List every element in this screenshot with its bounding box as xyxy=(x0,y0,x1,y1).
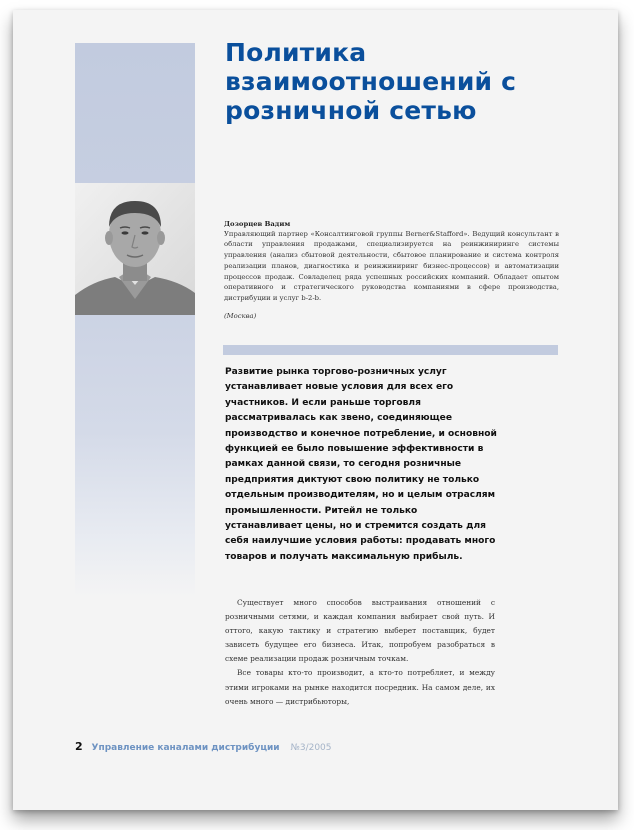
issue-number: №3/2005 xyxy=(290,743,332,753)
body-paragraph: Все товары кто-то производит, а кто-то потребляет, и между этими игроками на рынке находится посредник. На самом деле, их очень много — дистрибьюторы, xyxy=(225,668,495,706)
author-bio: Управляющий партнер «Консалтинговой группы Berner&Stafford». Ведущий консультант в области управления продажами, специализируется на реинжиниринге системы управления (анализ сбытовой деятельности, сбытовое планирование и система контроля реализации планов, диагностика и реинжиниринг бизнес-процессов) и автоматизации процессов продаж. Совладелец ряда успешных российских компаний. Обладает опытом оперативного и стратегического руководства компаниями в сфере производства, дистрибуции и услуг b-2-b. xyxy=(224,229,559,303)
author-photo xyxy=(75,183,195,315)
article-title: Политика взаимоотношений с розничной сетью xyxy=(225,38,517,125)
body-paragraph: Существует много способов выстраивания отношений с розничными сетями, и каждая компания выбирает свой путь. И оттого, какую тактику и стратегию выберет поставщик, будет зависеть будущее его бизнеса. Итак, попробуем разобраться в схеме реализации продаж розничным точкам. xyxy=(225,598,495,664)
page-number: 2 xyxy=(75,740,83,753)
magazine-page xyxy=(13,10,618,810)
lead-paragraph: Развитие рынка торгово-розничных услуг устанавливает новые условия для всех его участников. И если раньше торговля рассматривалась как звено, соединяющее производство и конечное потребление, и основной функцией ее было повышение эффективности в рамках данной связи, то сегодня розничные предприятия диктуют свою политику не только отдельным производителям, но и целым отраслям промышленности. Ритейл не только устанавливает цены, но и стремится создать для себя наилучшие условия работы: продавать много товаров и получать максимальную прибыль. xyxy=(225,367,497,562)
journal-title: Управление каналами дистрибуции xyxy=(91,743,280,753)
left-color-band xyxy=(75,43,195,598)
author-name: Дозорцев Вадим xyxy=(224,220,291,228)
body-text xyxy=(225,596,495,709)
page-footer xyxy=(75,741,332,754)
author-city: (Москва) xyxy=(224,312,257,320)
divider-bar xyxy=(223,345,558,355)
